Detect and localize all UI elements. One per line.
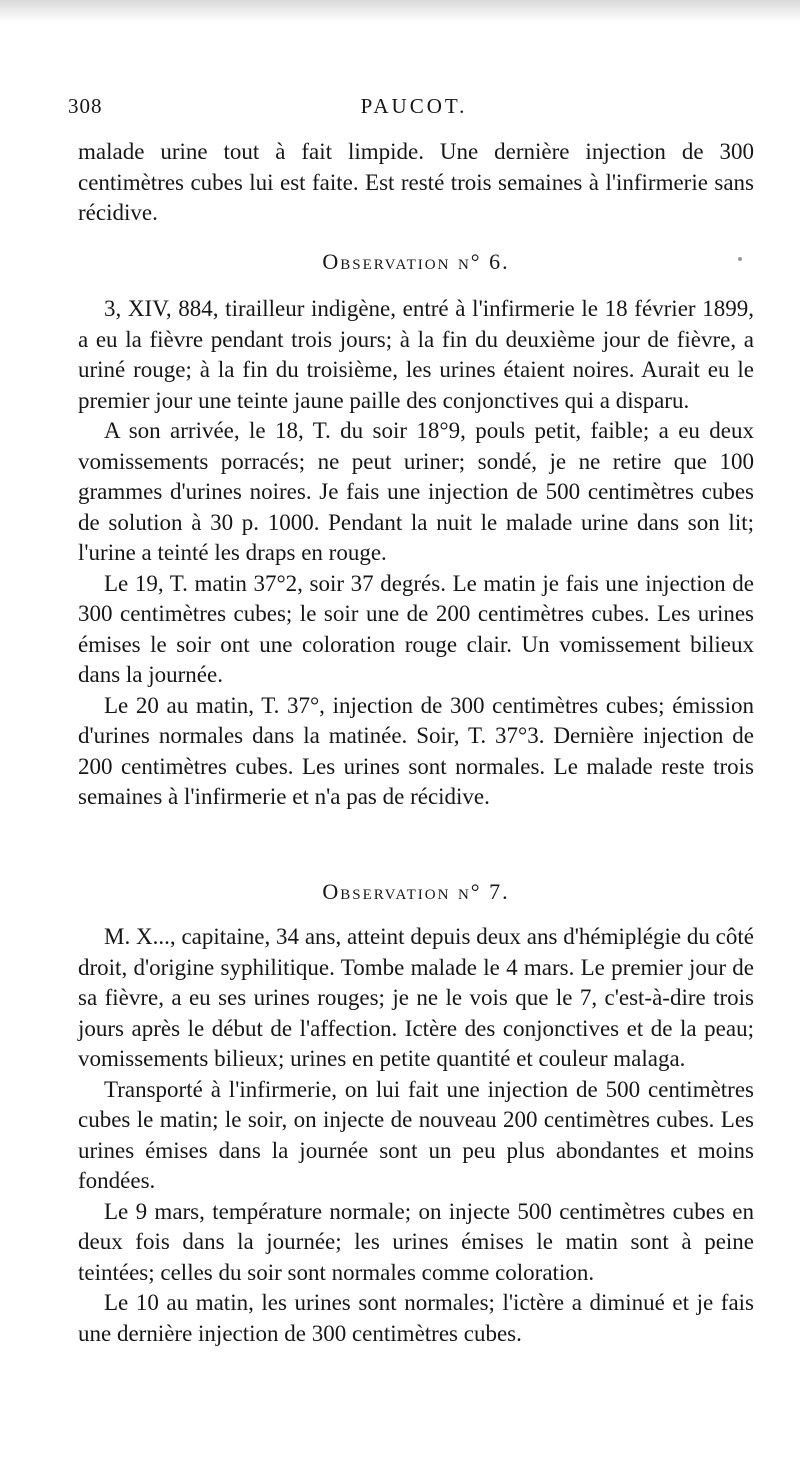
ink-speck [738,257,742,261]
observation-7-paragraph: M. X..., capitaine, 34 ans, atteint depuis deux ans d'hémiplégie du côté droit, d'origine syphilitique. Tombe malade le 4 mars. Le premier jour de sa fièvre, a eu ses urines rouges; je ne le vois que le 7, c'est-à-dire trois jours après le début de l'affection. Ictère des conjonctives et de la peau; vomissements bilieux; urines en petite quantité et couleur malaga. [78,924,754,1071]
running-head: PAUCOT. [360,94,468,118]
observation-6-body [78,294,754,813]
observation-7-paragraph: Le 10 au matin, les urines sont normales; l'ictère a diminué et je fais une dernière injection de 300 centimètres cubes. [78,1290,754,1346]
scan-edge-shadow [0,0,800,22]
observation-7-heading: Observation n° 7. [322,879,510,904]
observation-6-paragraph: Le 20 au matin, T. 37°, injection de 300 centimètres cubes; émission d'urines normales dans la matinée. Soir, T. 37°3. Dernière injection de 200 centimètres cubes. Les urines sont normales. Le malade reste trois semaines à l'infirmerie et n'a pas de récidive. [78,692,754,809]
page-number: 308 [68,94,103,118]
intro-paragraph: malade urine tout à fait limpide. Une dernière injection de 300 centimètres cubes lui est faite. Est resté trois semaines à l'infirmerie sans récidive. [78,139,754,225]
intro-block [78,137,754,229]
observation-6-paragraph: 3, XIV, 884, tirailleur indigène, entré à l'infirmerie le 18 février 1899, a eu la fièvre pendant trois jours; à la fin du deuxième jour de fièvre, a uriné rouge; à la fin du troisième, les urines étaient noires. Aurait eu le premier jour une teinte jaune paille des conjonctives qui a disparu. [78,296,754,413]
observation-6-heading: Observation n° 6. [322,249,510,274]
observation-7-paragraph: Le 9 mars, température normale; on injecte 500 centimètres cubes en deux fois dans la journée; les urines émises le matin sont à peine teintées; celles du soir sont normales comme coloration. [78,1198,754,1285]
observation-7-paragraph: Transporté à l'infirmerie, on lui fait une injection de 500 centimètres cubes le matin; le soir, on injecte de nouveau 200 centimètres cubes. Les urines émises dans la journée sont un peu plus abondantes et moins fondées. [78,1076,754,1193]
page-header [68,94,760,124]
observation-6-paragraph: A son arrivée, le 18, T. du soir 18°9, pouls petit, faible; a eu deux vomissements porracés; ne peut uriner; sondé, je ne retire que 100 grammes d'urines noires. Je fais une injection de 500 centimètres cubes de solution à 30 p. 1000. Pendant la nuit le malade urine dans son lit; l'urine a teinté les draps en rouge. [78,418,754,565]
observation-6-paragraph: Le 19, T. matin 37°2, soir 37 degrés. Le matin je fais une injection de 300 centimètres cubes; le soir une de 200 centimètres cubes. Les urines émises le soir ont une coloration rouge clair. Un vomissement bilieux dans la journée. [78,570,754,687]
observation-7-body [78,922,754,1349]
